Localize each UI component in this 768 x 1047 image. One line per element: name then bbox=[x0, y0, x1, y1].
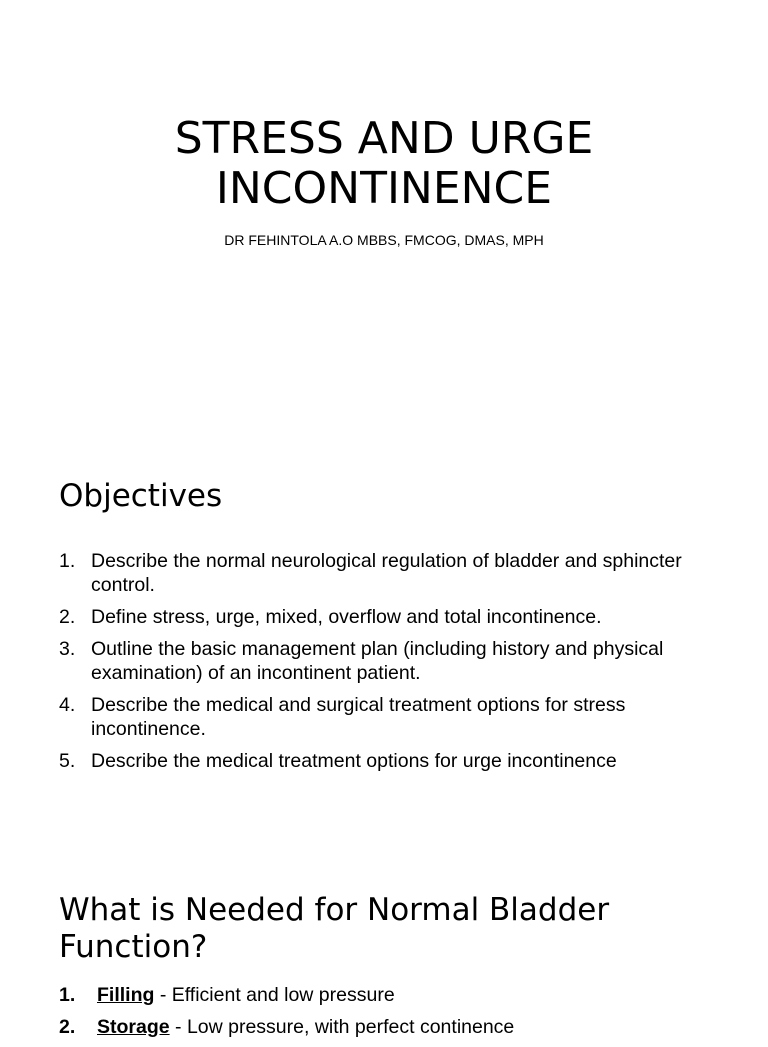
list-term: Filling bbox=[97, 984, 155, 1006]
list-item-text: Describe the normal neurological regulation of bladder and sphincter control. bbox=[91, 550, 682, 596]
objectives-heading: Objectives bbox=[59, 478, 223, 514]
list-number: 4. bbox=[59, 694, 76, 716]
list-item-text: - Low pressure, with perfect continence bbox=[169, 1016, 515, 1038]
list-item bbox=[59, 749, 709, 773]
title-line-1: STRESS AND URGE bbox=[174, 113, 594, 164]
list-term: Storage bbox=[97, 1016, 170, 1038]
list-number: 5. bbox=[59, 750, 76, 772]
list-item bbox=[59, 605, 709, 629]
bladder-needs-list bbox=[59, 983, 709, 1047]
list-item bbox=[59, 983, 709, 1007]
bladder-function-heading: What is Needed for Normal Bladder Function? bbox=[59, 892, 610, 965]
list-number: 1. bbox=[59, 550, 76, 572]
list-item-text: Define stress, urge, mixed, overflow and total incontinence. bbox=[91, 606, 602, 628]
presentation-title bbox=[0, 114, 768, 214]
list-item bbox=[59, 637, 709, 685]
list-number: 3. bbox=[59, 638, 76, 660]
list-item-text: Describe the medical and surgical treatment options for stress incontinence. bbox=[91, 694, 626, 740]
title-line-2: INCONTINENCE bbox=[215, 163, 553, 214]
objectives-list bbox=[59, 549, 709, 781]
list-number: 2. bbox=[59, 606, 76, 628]
list-item-text: - Efficient and low pressure bbox=[154, 984, 395, 1006]
list-item-text: Outline the basic management plan (including history and physical examination) of an incontinent patient. bbox=[91, 638, 664, 684]
list-item-text: Describe the medical treatment options for urge incontinence bbox=[91, 750, 617, 772]
list-number: 2. bbox=[59, 1016, 76, 1038]
list-number: 1. bbox=[59, 984, 76, 1006]
list-item bbox=[59, 1015, 709, 1039]
list-item bbox=[59, 549, 709, 597]
author-subtitle: DR FEHINTOLA A.O MBBS, FMCOG, DMAS, MPH bbox=[224, 232, 544, 248]
list-item bbox=[59, 693, 709, 741]
